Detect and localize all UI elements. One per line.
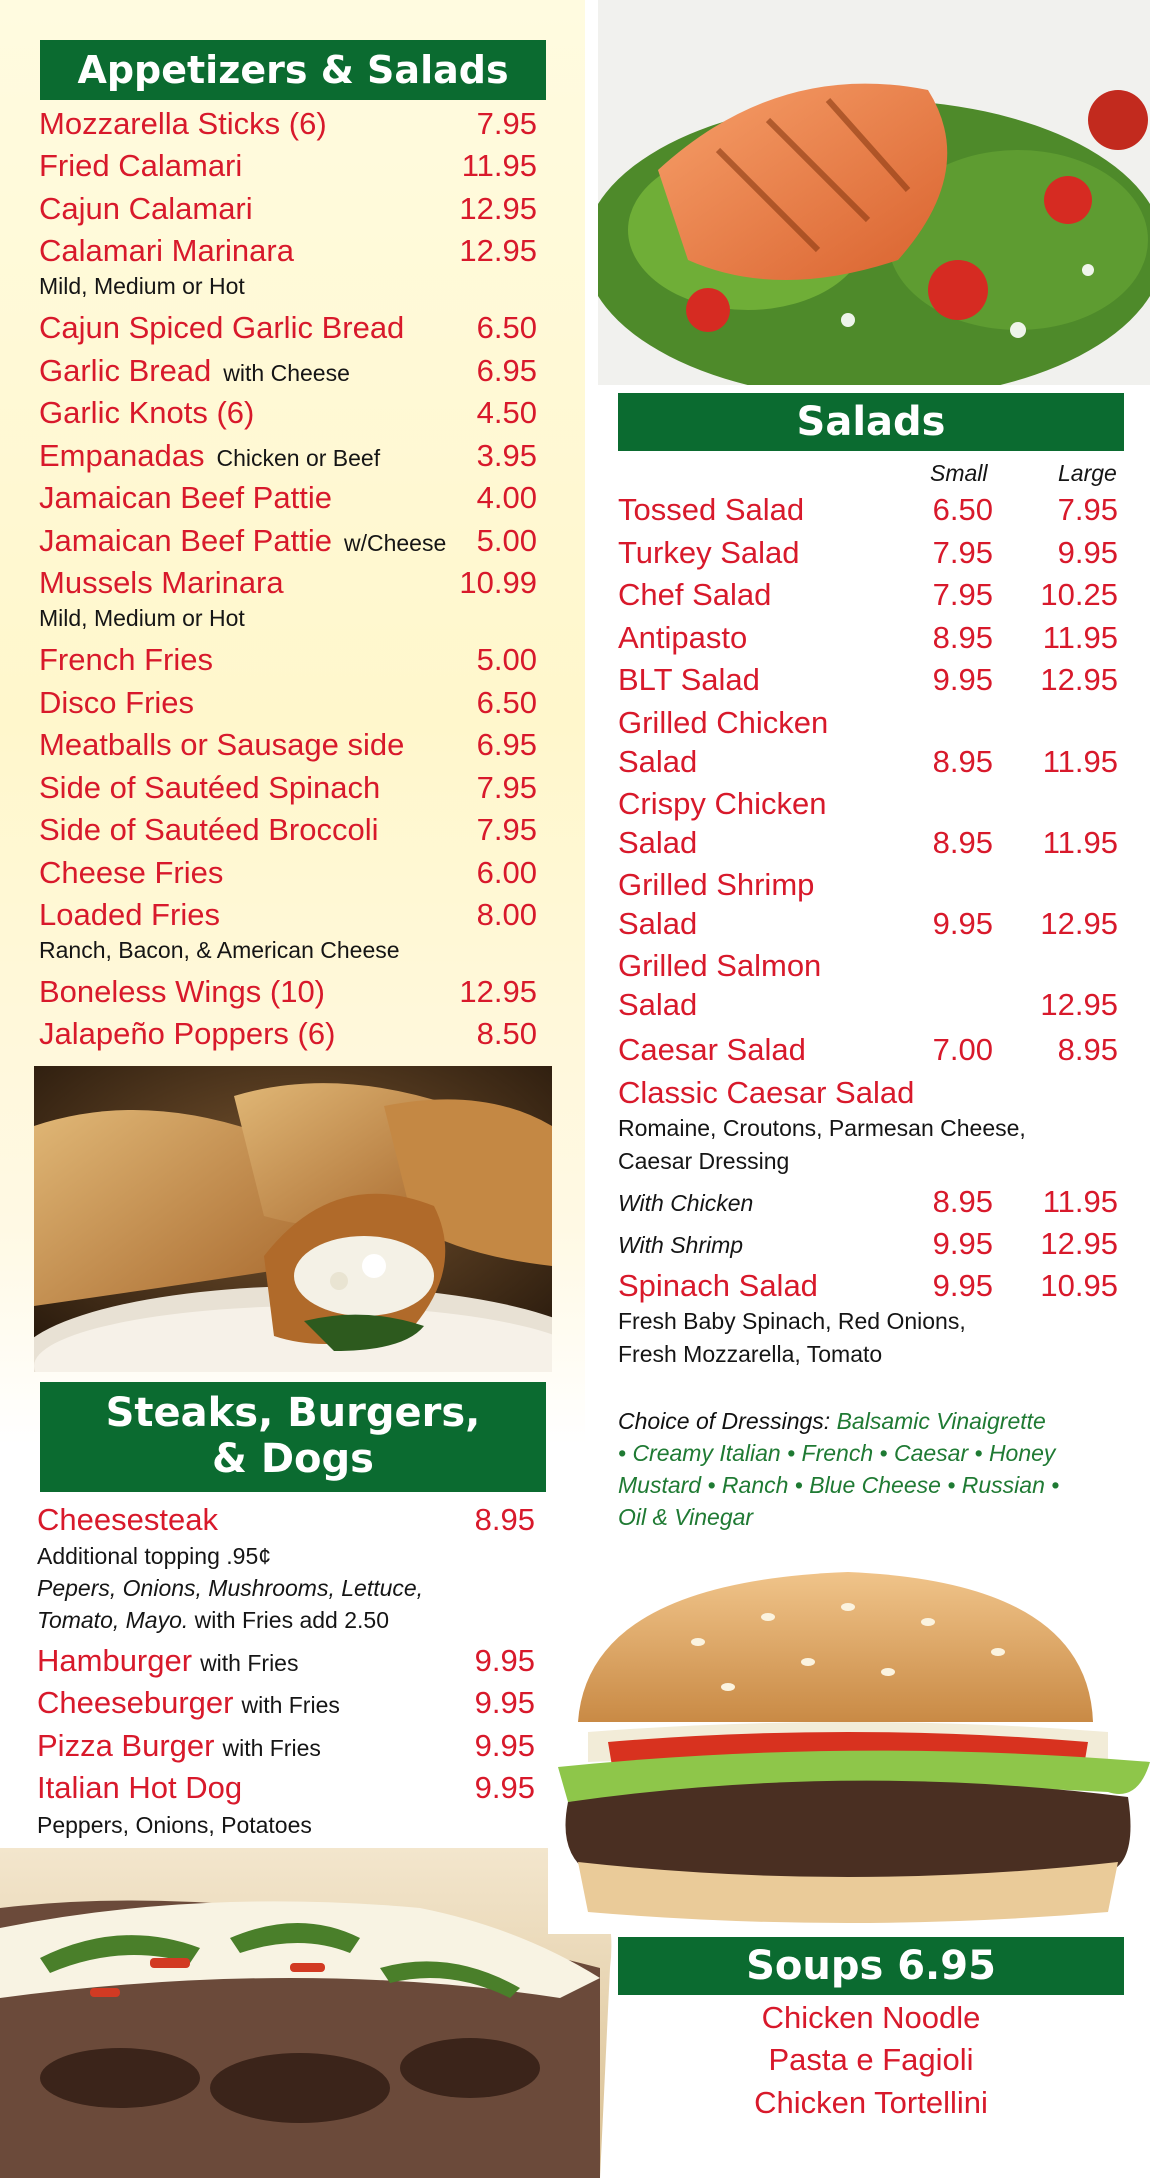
salad-price-small: 7.95: [932, 577, 993, 612]
salad-name-line1: Grilled Salmon: [618, 948, 822, 983]
salad-name-line2: Salad: [618, 987, 698, 1022]
appetizer-price: 7.95: [476, 770, 537, 805]
appetizer-price: 6.50: [476, 310, 537, 345]
appetizer-item: [39, 727, 404, 763]
salad-name: Antipasto: [618, 620, 748, 655]
soup-item: Pasta e Fagioli: [768, 2042, 974, 2077]
salad-price-large: 7.95: [1057, 492, 1118, 527]
appetizer-price: 4.00: [476, 480, 537, 515]
appetizer-item: [39, 353, 350, 391]
steak-price: 9.95: [474, 1770, 535, 1805]
appetizer-name: Boneless Wings (10): [39, 974, 326, 1009]
appetizers-banner: [40, 40, 546, 100]
appetizer-item: [39, 191, 253, 227]
appetizer-price: 10.99: [459, 565, 537, 600]
steak-name: Pizza Burger: [37, 1728, 215, 1763]
soup-item: Chicken Tortellini: [754, 2085, 988, 2120]
appetizer-item: [39, 106, 327, 142]
salad-name-line1: Crispy Chicken: [618, 786, 827, 821]
appetizer-inline-note: with Cheese: [223, 360, 350, 386]
classic-caesar-opt2-large: 12.95: [1040, 1226, 1118, 1261]
appetizer-name: Loaded Fries: [39, 897, 220, 932]
appetizer-name: Cajun Calamari: [39, 191, 253, 226]
soups-title: Soups 6.95: [746, 1943, 996, 1989]
spinach-salad-desc1: Fresh Baby Spinach, Red Onions,: [618, 1308, 966, 1334]
classic-caesar-desc2: Caesar Dressing: [618, 1148, 790, 1174]
steak-price: 9.95: [474, 1685, 535, 1720]
steak-price: 9.95: [474, 1643, 535, 1678]
salad-price-small: 6.50: [932, 492, 993, 527]
appetizer-note: Mild, Medium or Hot: [39, 273, 245, 299]
appetizer-name: Side of Sautéed Broccoli: [39, 812, 379, 847]
steak-item: [37, 1685, 340, 1723]
classic-caesar-desc1: Romaine, Croutons, Parmesan Cheese,: [618, 1115, 1026, 1141]
dressings-block: [618, 1405, 1138, 1533]
steak-item: [37, 1770, 242, 1806]
appetizers-title: Appetizers & Salads: [77, 48, 509, 92]
appetizer-name: Cheese Fries: [39, 855, 224, 890]
appetizer-price: 12.95: [459, 974, 537, 1009]
appetizer-name: Fried Calamari: [39, 148, 243, 183]
appetizer-price: 5.00: [476, 642, 537, 677]
appetizer-item: [39, 812, 379, 848]
salads-title: Salads: [796, 399, 946, 445]
dressings-line3: Mustard • Ranch • Blue Cheese • Russian •: [618, 1472, 1060, 1498]
appetizer-name: Side of Sautéed Spinach: [39, 770, 381, 805]
appetizer-price: 3.95: [476, 438, 537, 473]
steak-inline-note: with Fries: [222, 1735, 321, 1761]
appetizer-name: Mozzarella Sticks (6): [39, 106, 327, 141]
soups-banner: [618, 1937, 1124, 1995]
appetizer-price: 6.95: [476, 727, 537, 762]
salad-price-large: 11.95: [1042, 620, 1118, 655]
salad-price-small: 9.95: [932, 906, 993, 941]
appetizer-name: Empanadas: [39, 438, 205, 473]
spinach-salad-name: Spinach Salad: [618, 1268, 818, 1303]
salad-price-small: 8.95: [932, 744, 993, 779]
appetizer-item: [39, 148, 242, 184]
salad-name: Turkey Salad: [618, 535, 800, 570]
appetizer-price: 6.50: [476, 685, 537, 720]
cheesesteak-note-rest: with Fries add 2.50: [188, 1607, 389, 1633]
steak-price: 9.95: [474, 1728, 535, 1763]
appetizer-item: [39, 480, 332, 516]
salad-name: Tossed Salad: [618, 492, 805, 527]
salad-price-large: 11.95: [1042, 825, 1118, 860]
steak-name: Hamburger: [37, 1643, 193, 1678]
grilled-salmon-salad-photo: [598, 0, 1150, 385]
salad-price-small: 8.95: [932, 825, 993, 860]
steak-name: Italian Hot Dog: [37, 1770, 243, 1805]
appetizer-name: Jalapeño Poppers (6): [39, 1016, 336, 1051]
steaks-banner: [40, 1382, 546, 1492]
appetizer-price: 12.95: [459, 233, 537, 268]
appetizer-name: Garlic Knots (6): [39, 395, 255, 430]
soup-item: Chicken Noodle: [761, 2000, 981, 2035]
dressings-line2: • Creamy Italian • French • Caesar • Honey: [618, 1440, 1056, 1466]
cheesesteak-note-topping: Additional topping .95¢: [37, 1543, 272, 1569]
appetizer-price: 7.95: [476, 106, 537, 141]
cheesesteak-name: Cheesesteak: [37, 1502, 218, 1537]
salad-price-large: 10.25: [1040, 577, 1118, 612]
appetizer-name: French Fries: [39, 642, 213, 677]
appetizer-price: 12.95: [459, 191, 537, 226]
steak-name: Cheeseburger: [37, 1685, 234, 1720]
salads-banner: [618, 393, 1124, 451]
appetizer-item: [39, 974, 325, 1010]
appetizer-item: [39, 438, 380, 476]
classic-caesar-opt2-label: With Shrimp: [618, 1232, 744, 1258]
salad-name: Chef Salad: [618, 577, 772, 612]
appetizer-price: 11.95: [461, 148, 537, 183]
appetizer-item: [39, 565, 284, 601]
steak-note: Peppers, Onions, Potatoes: [37, 1812, 312, 1838]
classic-caesar-opt1-large: 11.95: [1042, 1184, 1118, 1219]
classic-caesar-opt1-label: With Chicken: [618, 1190, 754, 1216]
appetizer-name: Jamaican Beef Pattie: [39, 523, 332, 558]
salads-col-large: Large: [1058, 460, 1117, 486]
salad-name-line2: Salad: [618, 825, 698, 860]
appetizer-item: [39, 770, 380, 806]
cheesesteak-note-italic: Tomato, Mayo.: [37, 1607, 189, 1633]
salad-price-large: 12.95: [1040, 906, 1118, 941]
salad-name: Caesar Salad: [618, 1032, 806, 1067]
classic-caesar-opt2-small: 9.95: [932, 1226, 993, 1261]
salads-col-small: Small: [930, 460, 988, 486]
salad-price-large: 12.95: [1040, 987, 1118, 1022]
appetizer-price: 5.00: [476, 523, 537, 558]
dressings-line1: Balsamic Vinaigrette: [836, 1408, 1046, 1434]
cheesesteak-photo: [0, 1848, 625, 2178]
appetizer-item: [39, 855, 223, 891]
appetizer-price: 7.95: [476, 812, 537, 847]
appetizer-name: Meatballs or Sausage side: [39, 727, 405, 762]
salad-name-line1: Grilled Chicken: [618, 705, 829, 740]
appetizer-price: 8.50: [476, 1016, 537, 1051]
cheesesteak-price: 8.95: [474, 1502, 535, 1537]
steak-inline-note: with Fries: [241, 1692, 340, 1718]
dressings-line4: Oil & Vinegar: [618, 1504, 754, 1530]
appetizer-price: 6.95: [476, 353, 537, 388]
hamburger-photo: [548, 1562, 1150, 1934]
steaks-title-line2: & Dogs: [212, 1436, 374, 1482]
appetizer-name: Disco Fries: [39, 685, 195, 720]
appetizer-inline-note: w/Cheese: [343, 530, 447, 556]
dressings-label: Choice of Dressings:: [618, 1408, 831, 1434]
appetizer-item: [39, 685, 194, 721]
salad-price-large: 12.95: [1040, 662, 1118, 697]
jalapeno-poppers-photo: [34, 1066, 552, 1372]
salad-name-line2: Salad: [618, 906, 698, 941]
appetizer-price: 4.50: [476, 395, 537, 430]
salad-name-line2: Salad: [618, 744, 698, 779]
salad-price-small: 7.95: [932, 535, 993, 570]
appetizer-name: Mussels Marinara: [39, 565, 284, 600]
salad-price-small: 8.95: [932, 620, 993, 655]
appetizer-name: Cajun Spiced Garlic Bread: [39, 310, 405, 345]
appetizer-item: [39, 897, 220, 933]
appetizer-item: [39, 523, 446, 561]
appetizer-item: [39, 642, 213, 678]
classic-caesar-opt1-small: 8.95: [932, 1184, 993, 1219]
appetizer-name: Calamari Marinara: [39, 233, 294, 268]
steak-inline-note: with Fries: [200, 1650, 299, 1676]
appetizer-price: 8.00: [476, 897, 537, 932]
appetizer-name: Garlic Bread: [39, 353, 212, 388]
appetizer-name: Jamaican Beef Pattie: [39, 480, 332, 515]
classic-caesar-name: Classic Caesar Salad: [618, 1075, 915, 1110]
cheesesteak-note-fries: [37, 1605, 389, 1635]
cheesesteak-note-toppings-list: Pepers, Onions, Mushrooms, Lettuce,: [37, 1575, 424, 1601]
appetizer-note: Ranch, Bacon, & American Cheese: [39, 937, 400, 963]
appetizer-item: [39, 233, 294, 269]
salad-price-small: 9.95: [932, 662, 993, 697]
spinach-salad-small: 9.95: [932, 1268, 993, 1303]
salad-price-small: 7.00: [932, 1032, 993, 1067]
steak-item: [37, 1643, 298, 1681]
salad-price-large: 11.95: [1042, 744, 1118, 779]
salad-name: BLT Salad: [618, 662, 760, 697]
salad-price-large: 8.95: [1057, 1032, 1118, 1067]
spinach-salad-desc2: Fresh Mozzarella, Tomato: [618, 1341, 883, 1367]
salad-price-large: 9.95: [1057, 535, 1118, 570]
appetizer-item: [39, 310, 404, 346]
appetizer-price: 6.00: [476, 855, 537, 890]
appetizer-item: [39, 1016, 335, 1052]
appetizer-inline-note: Chicken or Beef: [216, 445, 381, 471]
appetizer-note: Mild, Medium or Hot: [39, 605, 245, 631]
appetizer-item: [39, 395, 254, 431]
spinach-salad-large: 10.95: [1040, 1268, 1118, 1303]
steak-item: [37, 1728, 321, 1766]
salad-name-line1: Grilled Shrimp: [618, 867, 815, 902]
steaks-title-line1: Steaks, Burgers,: [105, 1390, 481, 1436]
